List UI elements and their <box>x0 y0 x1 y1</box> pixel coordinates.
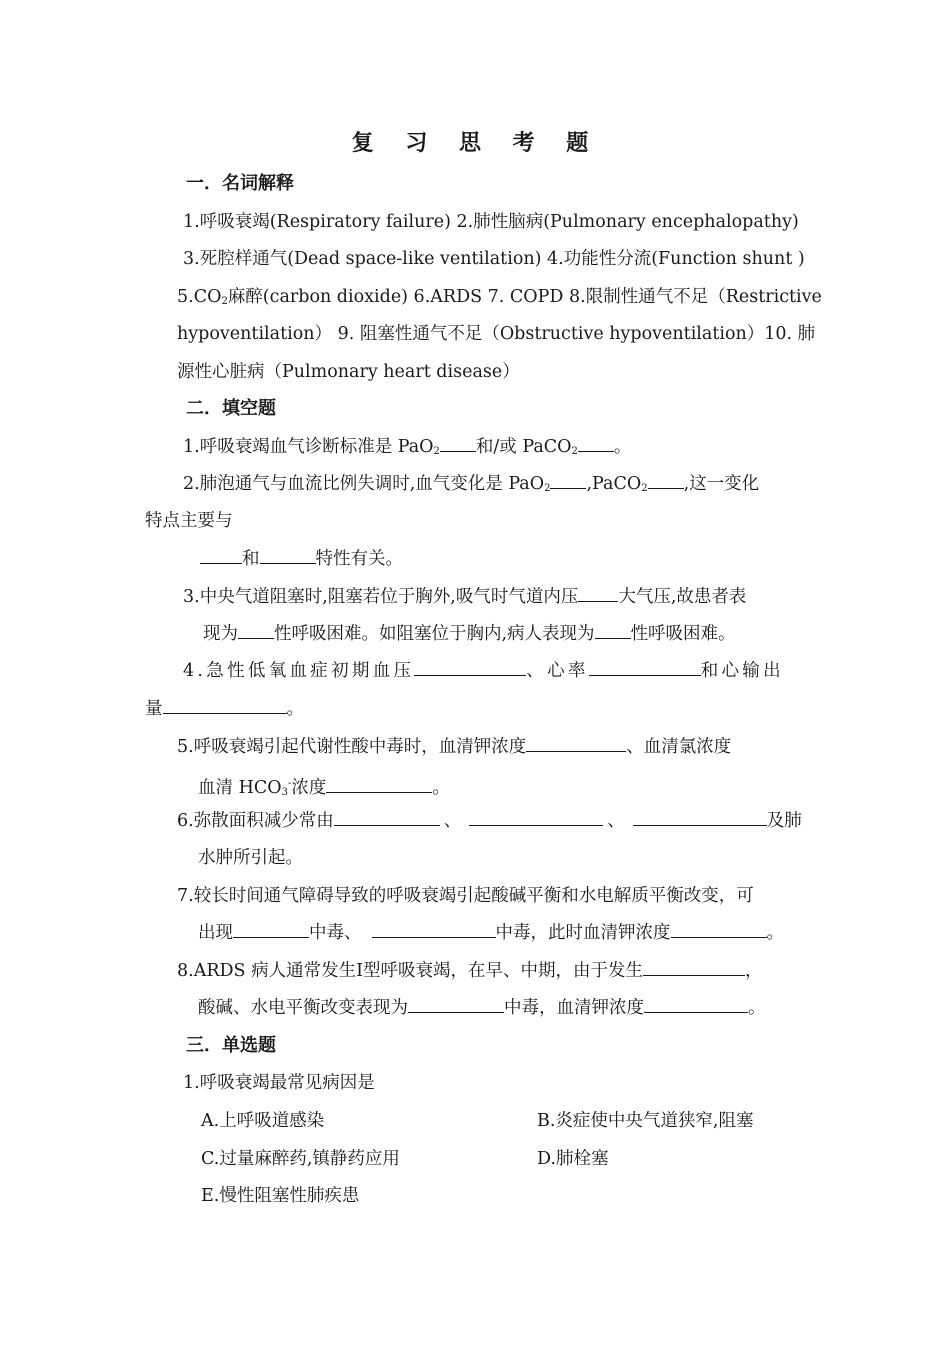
choice-option-c[interactable]: C.过量麻醉药,镇静药应用 <box>201 1149 400 1169</box>
choice-option-b[interactable]: B.炎症使中央气道狭窄,阻塞 <box>537 1111 754 1131</box>
answer-blank[interactable] <box>414 658 526 676</box>
section-heading-terms: 一．名词解释 <box>186 173 294 194</box>
fill-question-2: 2.肺泡通气与血流比例失调时,血气变化是 PaO$_2$ ,PaCO$_2$ ,这一变化 <box>183 471 759 502</box>
fill-question-2-line3: 和 特性有关。 <box>200 546 403 572</box>
fill-question-6: 6.弥散面积减少常由 、 、 及肺 <box>177 808 802 834</box>
answer-blank[interactable] <box>334 808 440 826</box>
term-line-5: 源性心脏病（Pulmonary heart disease） <box>177 362 520 382</box>
answer-blank[interactable] <box>643 958 745 976</box>
section-heading-single-choice: 三．单选题 <box>186 1035 276 1056</box>
answer-blank[interactable] <box>648 471 684 489</box>
answer-blank[interactable] <box>671 920 767 938</box>
answer-blank[interactable] <box>260 546 316 564</box>
fill-question-6-line2: 水肿所引起。 <box>198 848 303 868</box>
term-line-4: hypoventilation） 9. 阻塞性通气不足（Obstructive hypoventilation） 10. 肺 <box>177 324 816 344</box>
answer-blank[interactable] <box>589 658 701 676</box>
answer-blank[interactable] <box>550 471 586 489</box>
answer-blank[interactable] <box>233 920 309 938</box>
answer-blank[interactable] <box>408 995 504 1013</box>
choice-option-e[interactable]: E.慢性阻塞性肺疾患 <box>201 1186 360 1206</box>
fill-question-7: 7.较长时间通气障碍导致的呼吸衰竭引起酸碱平衡和水电解质平衡改变，可 <box>177 886 754 906</box>
term-line-2: 3.死腔样通气(Dead space-like ventilation) 4.功能性分流(Function shunt ) <box>183 249 805 269</box>
term-line-3: $5.CO_2$麻醉(carbon dioxide) 6.ARDS 7. COPD 8.限制性通气不足（Restrictive <box>177 287 822 307</box>
answer-blank[interactable] <box>163 696 287 714</box>
choice-question-1-stem: 1.呼吸衰竭最常见病因是 <box>183 1073 375 1093</box>
choice-option-a[interactable]: A.上呼吸道感染 <box>201 1111 325 1131</box>
fill-question-1: 1.呼吸衰竭血气诊断标准是 PaO$_2$ 和/或 PaCO$_2$ 。 <box>183 434 631 465</box>
term-line-1: 1.呼吸衰竭(Respiratory failure) 2.肺性脑病(Pulmonary encephalopathy) <box>183 212 799 232</box>
choice-option-d[interactable]: D.肺栓塞 <box>537 1149 609 1169</box>
answer-blank[interactable] <box>238 621 274 639</box>
answer-blank[interactable] <box>469 808 603 826</box>
answer-blank[interactable] <box>595 621 631 639</box>
answer-blank[interactable] <box>326 775 432 793</box>
page-title: 复 习 思 考 题 <box>351 130 601 156</box>
answer-blank[interactable] <box>633 808 767 826</box>
fill-question-3: 3.中央气道阻塞时,阻塞若位于胸外,吸气时气道内压 大气压,故患者表 <box>183 584 746 610</box>
answer-blank[interactable] <box>578 584 618 602</box>
fill-question-7-line2: 出现 中毒、 中毒，此时血清钾浓度 。 <box>198 920 784 946</box>
fill-question-4-line2: 量 。 <box>145 696 304 722</box>
fill-question-4: 4.急性低氧血症初期血压 、心率 和心输出 <box>183 658 784 684</box>
fill-question-3-line2: 现为 性呼吸困难。如阻塞位于胸内,病人表现为 性呼吸困难。 <box>203 621 736 647</box>
answer-blank[interactable] <box>200 546 242 564</box>
fill-question-2-line2: 特点主要与 <box>145 511 233 531</box>
answer-blank[interactable] <box>440 434 476 452</box>
answer-blank[interactable] <box>644 995 748 1013</box>
answer-blank[interactable] <box>578 434 614 452</box>
answer-blank[interactable] <box>526 734 626 752</box>
answer-blank[interactable] <box>372 920 496 938</box>
fill-question-5-line2: 血清 $HCO_3^-$浓度 。 <box>198 771 450 806</box>
fill-question-8: 8.ARDS 病人通常发生Ⅰ型呼吸衰竭，在早、中期，由于发生 ， <box>177 958 763 984</box>
fill-question-8-line2: 酸碱、水电平衡改变表现为 中毒，血清钾浓度 。 <box>198 995 766 1021</box>
fill-question-5: 5.呼吸衰竭引起代谢性酸中毒时，血清钾浓度 、血清氯浓度 <box>177 734 731 760</box>
section-heading-fill-blank: 二．填空题 <box>186 398 276 419</box>
